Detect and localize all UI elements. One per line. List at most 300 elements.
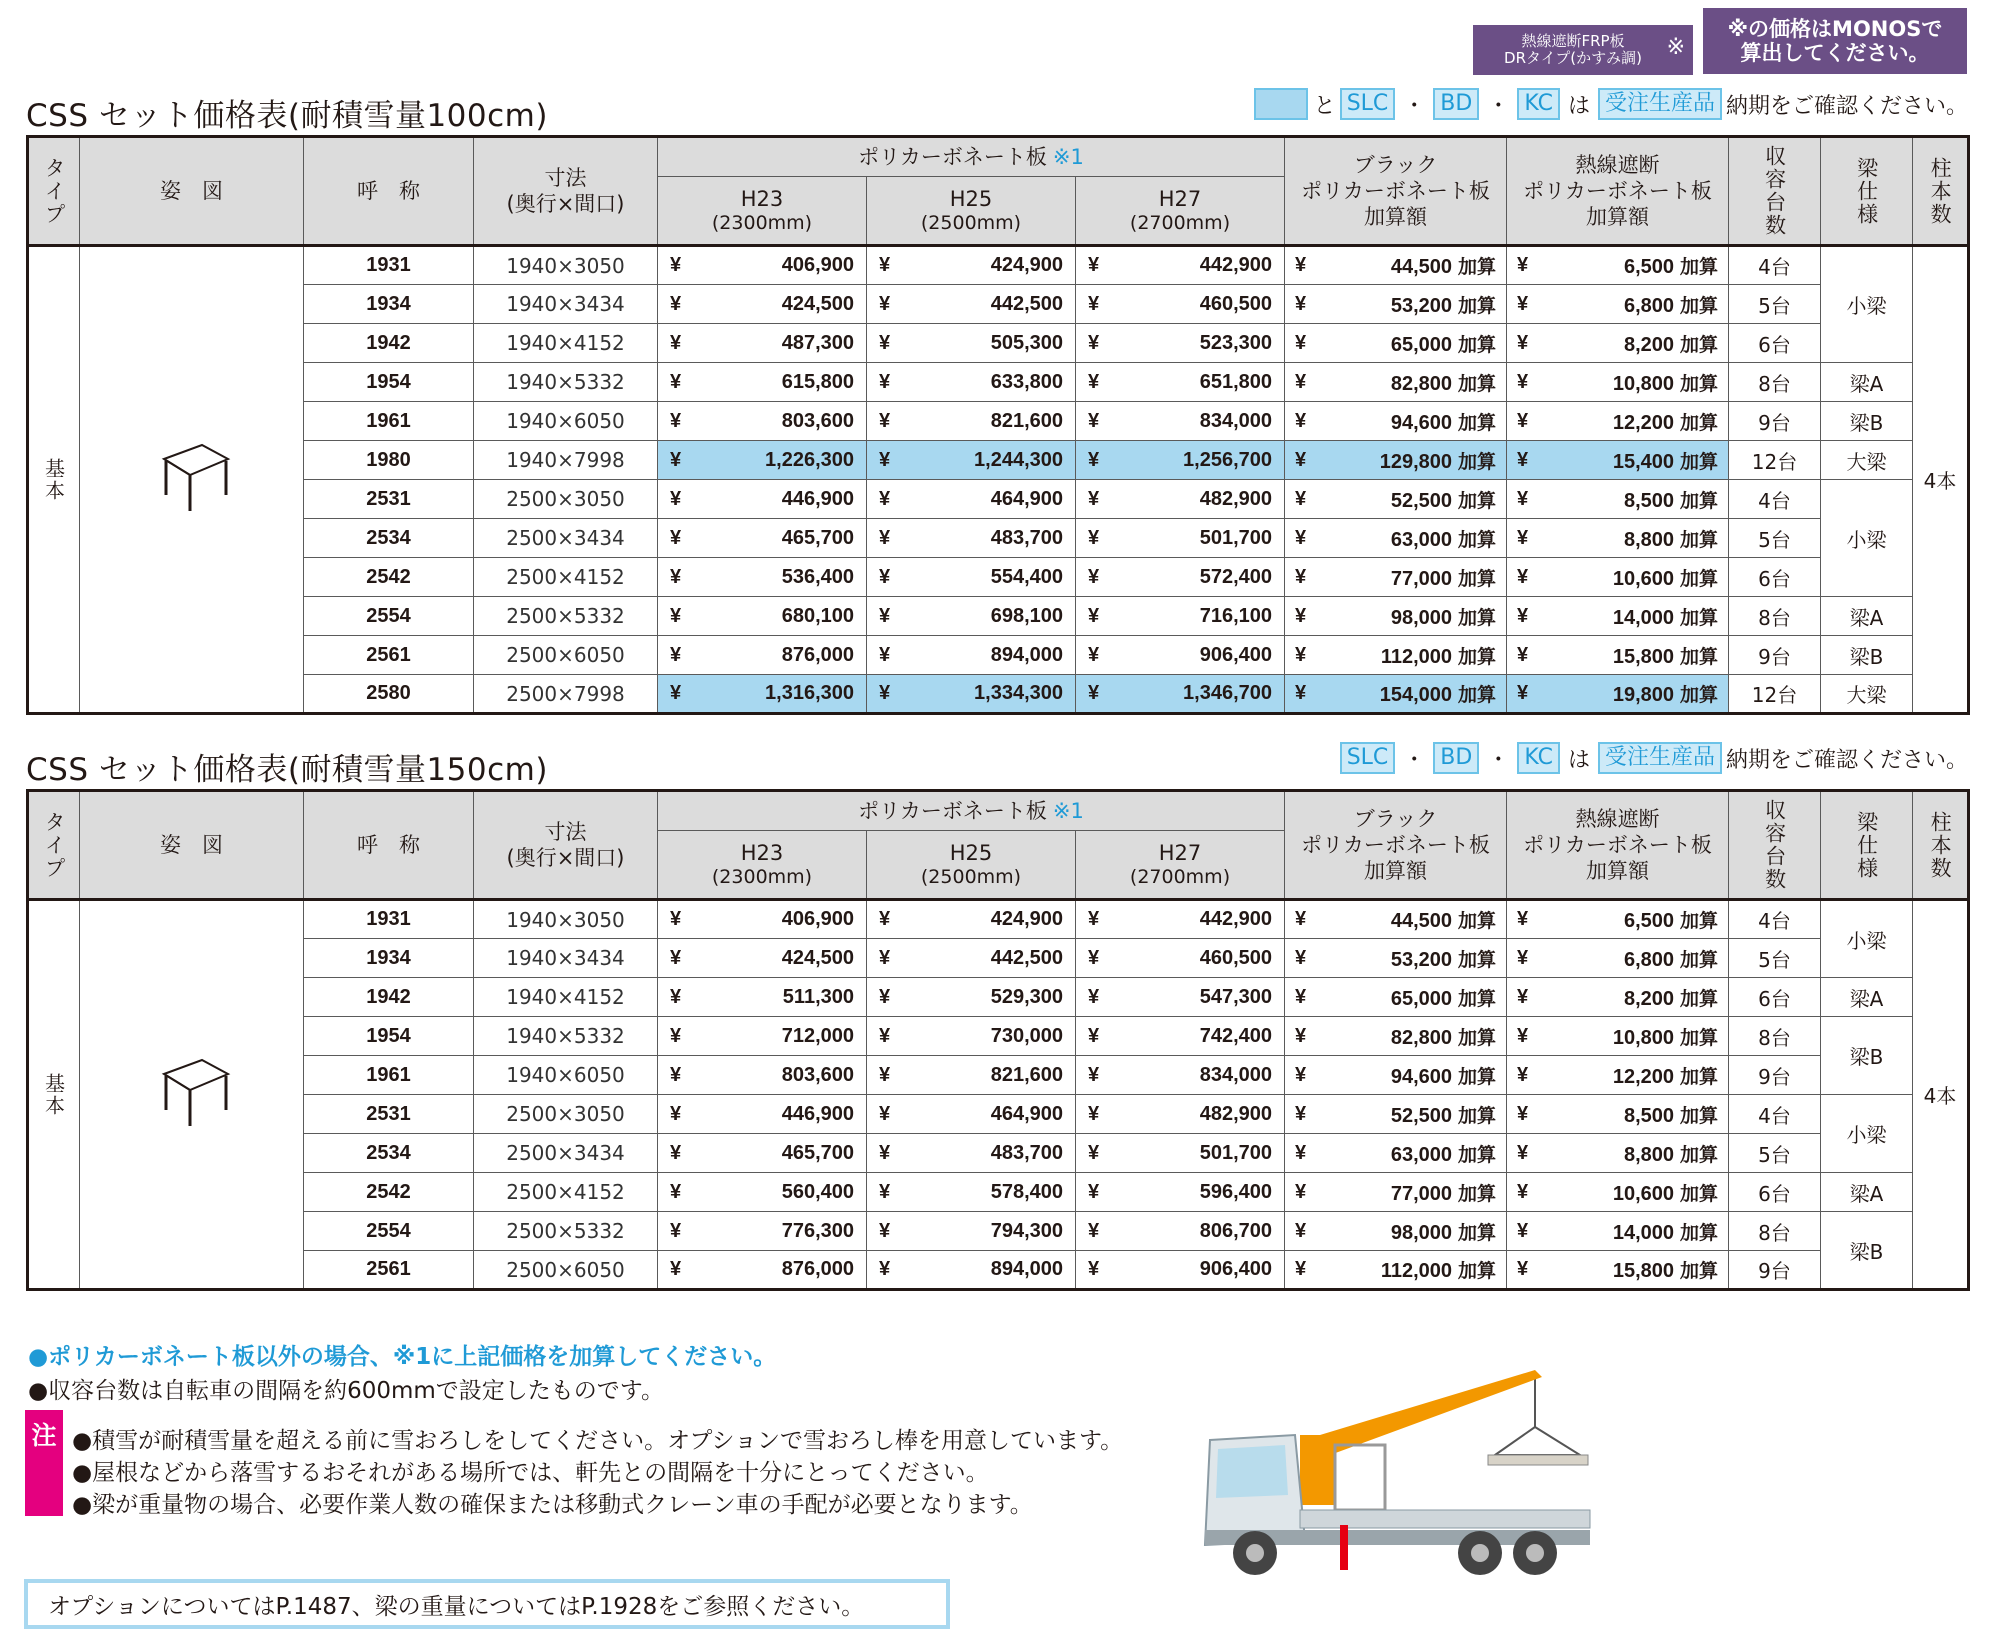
yen-sign: ¥ <box>1517 1102 1529 1125</box>
add-row <box>1517 252 1718 279</box>
yen-sign: ¥ <box>1088 1024 1100 1047</box>
price-cell <box>658 519 867 558</box>
header-heat-add <box>1507 137 1729 246</box>
add-label: 加算 <box>1680 911 1719 932</box>
yen-sign: ¥ <box>1295 292 1307 315</box>
yen-sign: ¥ <box>879 682 891 704</box>
posts-cell: 4本 <box>1913 246 1969 714</box>
yen-sign: ¥ <box>1088 370 1100 393</box>
add-value: 14,000 <box>1612 606 1675 629</box>
beam-cell: 小梁 <box>1821 1095 1913 1173</box>
add-cell <box>1285 246 1507 285</box>
add-row <box>1517 680 1718 707</box>
price-row <box>1088 449 1272 472</box>
legend-100cm: と SLC ・ BD ・ KC は 受注生産品 納期をご確認ください。 <box>1254 88 1968 120</box>
price-value: 1,226,300 <box>765 448 854 471</box>
header-capacity: 収容台数 <box>1729 791 1821 900</box>
add-label: 加算 <box>1458 373 1497 395</box>
monos-note: ※の価格はMONOSで 算出してください。 <box>1703 8 1967 74</box>
add-cell <box>1507 1251 1729 1290</box>
add-amount-wrap <box>1613 1023 1718 1050</box>
add-value: 82,800 <box>1390 372 1453 395</box>
add-cell <box>1285 1134 1507 1173</box>
add-row <box>1295 369 1496 396</box>
price-row <box>1088 1064 1272 1087</box>
add-cell <box>1507 324 1729 363</box>
add-row <box>1295 1179 1496 1206</box>
add-label: 加算 <box>1680 1105 1719 1127</box>
price-cell <box>1076 1251 1285 1290</box>
add-row <box>1295 408 1496 435</box>
capacity-cell: 9台 <box>1729 402 1821 441</box>
yen-sign: ¥ <box>670 1102 682 1125</box>
yen-sign: ¥ <box>1517 1180 1529 1203</box>
price-value: 483,700 <box>990 1141 1063 1164</box>
add-value: 12,200 <box>1612 1065 1675 1088</box>
capacity-cell: 8台 <box>1729 363 1821 402</box>
table-row <box>28 939 1969 978</box>
yen-sign: ¥ <box>1295 409 1307 432</box>
price-row <box>879 605 1063 628</box>
header-beam: 梁仕様 <box>1821 137 1913 246</box>
add-label: 加算 <box>1458 646 1497 668</box>
price-row <box>670 605 854 628</box>
add-label: 加算 <box>1680 1066 1719 1088</box>
price-value: 442,900 <box>1199 254 1273 276</box>
header-h23 <box>658 831 867 900</box>
capacity-cell: 4台 <box>1729 246 1821 285</box>
price-cell <box>658 1017 867 1056</box>
price-row <box>879 1064 1063 1087</box>
reference-box: オプションについてはP.1487、梁の重量についてはP.1928をご参照ください。 <box>24 1579 950 1629</box>
yen-sign: ¥ <box>879 643 891 666</box>
yen-sign: ¥ <box>1088 1102 1100 1125</box>
add-label: 加算 <box>1680 646 1719 668</box>
beam-cell: 大梁 <box>1821 441 1913 480</box>
yen-sign: ¥ <box>1088 985 1100 1008</box>
size-cell: 1940×3434 <box>474 939 658 978</box>
caution-snow: ●積雪が耐積雪量を超える前に雪おろしをしてください。オプションで雪おろし棒を用意しています。 <box>72 1428 1124 1454</box>
add-cell <box>1285 978 1507 1017</box>
yen-sign: ¥ <box>1517 643 1529 666</box>
table-row <box>28 1017 1969 1056</box>
yen-sign: ¥ <box>1517 1024 1529 1047</box>
yen-sign: ¥ <box>879 409 891 432</box>
capacity-cell: 9台 <box>1729 636 1821 675</box>
yen-sign: ¥ <box>1295 254 1307 276</box>
beam-cell: 大梁 <box>1821 675 1913 714</box>
add-label: 加算 <box>1680 1144 1719 1166</box>
price-cell <box>867 402 1076 441</box>
price-value: 529,300 <box>990 985 1063 1008</box>
add-row <box>1295 945 1496 972</box>
price-value: 483,700 <box>990 526 1063 549</box>
price-cell <box>658 402 867 441</box>
add-label: 加算 <box>1458 295 1497 317</box>
price-row <box>670 332 854 355</box>
beam-cell: 梁B <box>1821 1017 1913 1095</box>
price-value: 465,700 <box>781 1141 854 1164</box>
price-row <box>1088 527 1272 550</box>
add-row <box>1517 1218 1718 1245</box>
price-cell <box>1076 978 1285 1017</box>
price-cell <box>1076 285 1285 324</box>
add-amount-wrap <box>1391 564 1496 591</box>
price-row <box>1088 1142 1272 1165</box>
size-cell: 2500×3050 <box>474 480 658 519</box>
add-label: 加算 <box>1458 1222 1497 1244</box>
yen-sign: ¥ <box>670 526 682 549</box>
code-cell: 1980 <box>304 441 474 480</box>
table-row <box>28 402 1969 441</box>
header-h23 <box>658 177 867 246</box>
size-cell: 2500×4152 <box>474 558 658 597</box>
price-value: 464,900 <box>990 487 1063 510</box>
code-cell: 2580 <box>304 675 474 714</box>
add-amount-wrap <box>1380 447 1496 474</box>
price-value: 803,600 <box>781 1063 854 1086</box>
table-row <box>28 675 1969 714</box>
yen-sign: ¥ <box>1517 254 1529 276</box>
table-row <box>28 1212 1969 1251</box>
price-cell <box>658 480 867 519</box>
add-amount-wrap <box>1624 945 1718 972</box>
header-polycarbonate <box>658 791 1285 831</box>
price-cell <box>1076 1134 1285 1173</box>
add-row <box>1517 906 1718 933</box>
size-cell: 1940×3050 <box>474 900 658 939</box>
add-value: 12,200 <box>1612 411 1675 434</box>
add-label: 加算 <box>1680 1222 1719 1244</box>
add-cell <box>1285 939 1507 978</box>
table-row <box>28 519 1969 558</box>
price-row <box>670 1025 854 1048</box>
size-cell: 1940×3050 <box>474 246 658 285</box>
price-row <box>1088 644 1272 667</box>
add-cell <box>1285 1056 1507 1095</box>
price-row <box>1088 908 1272 931</box>
code-cell: 2534 <box>304 519 474 558</box>
table-row <box>28 324 1969 363</box>
add-label: 加算 <box>1458 257 1497 278</box>
price-row <box>1088 947 1272 970</box>
header-beam: 梁仕様 <box>1821 791 1913 900</box>
add-row <box>1295 603 1496 630</box>
code-cell: 2542 <box>304 558 474 597</box>
price-value: 464,900 <box>990 1102 1063 1125</box>
add-amount-wrap <box>1613 408 1718 435</box>
yen-sign: ¥ <box>1517 370 1529 393</box>
price-row <box>879 449 1063 472</box>
add-label: 加算 <box>1458 949 1497 971</box>
price-cell <box>867 558 1076 597</box>
yen-sign: ¥ <box>670 565 682 588</box>
price-row <box>670 947 854 970</box>
header-line: 加算額 <box>1364 859 1428 884</box>
add-amount-wrap <box>1613 1218 1718 1245</box>
price-value: 501,700 <box>1199 526 1273 549</box>
yen-sign: ¥ <box>879 487 891 510</box>
price-cell <box>1076 363 1285 402</box>
price-row <box>1088 293 1272 316</box>
price-value: 560,400 <box>781 1180 854 1203</box>
add-row <box>1517 525 1718 552</box>
yen-sign: ¥ <box>1517 1141 1529 1164</box>
add-label: 加算 <box>1458 451 1497 473</box>
code-cell: 1954 <box>304 1017 474 1056</box>
size-cell: 2500×3434 <box>474 1134 658 1173</box>
add-cell <box>1507 1017 1729 1056</box>
add-value: 154,000 <box>1379 684 1453 706</box>
header-dimension-l1: 寸法 <box>544 819 587 844</box>
price-value: 806,700 <box>1199 1219 1273 1242</box>
header-height-mm: (2300mm) <box>711 211 813 234</box>
add-cell <box>1507 939 1729 978</box>
table-header <box>28 791 1969 900</box>
add-value: 129,800 <box>1379 450 1453 473</box>
header-type: タイプ <box>28 791 80 900</box>
price-value: 821,600 <box>990 409 1063 432</box>
price-value: 906,400 <box>1199 1258 1273 1280</box>
price-row <box>879 682 1063 705</box>
price-cell <box>1076 441 1285 480</box>
add-cell <box>1507 1095 1729 1134</box>
note-capacity: ●収容台数は自転車の間隔を約600mmで設定したものです。 <box>28 1378 664 1404</box>
price-value: 651,800 <box>1199 370 1273 393</box>
size-cell: 1940×6050 <box>474 1056 658 1095</box>
add-label: 加算 <box>1680 1183 1719 1205</box>
table-row <box>28 1095 1969 1134</box>
price-row <box>1088 1025 1272 1048</box>
price-row <box>1088 1220 1272 1243</box>
beam-cell: 小梁 <box>1821 480 1913 597</box>
add-cell <box>1507 1173 1729 1212</box>
capacity-cell: 5台 <box>1729 285 1821 324</box>
add-label: 加算 <box>1458 412 1497 434</box>
price-cell <box>1076 480 1285 519</box>
yen-sign: ¥ <box>1088 643 1100 666</box>
add-label: 加算 <box>1680 412 1719 434</box>
capacity-cell: 5台 <box>1729 1134 1821 1173</box>
add-row <box>1517 369 1718 396</box>
table-row <box>28 636 1969 675</box>
tag-order: 受注生産品 <box>1598 742 1722 774</box>
price-cell <box>867 324 1076 363</box>
price-cell <box>867 675 1076 714</box>
price-cell <box>658 1173 867 1212</box>
add-cell <box>1285 1017 1507 1056</box>
header-polycarbonate <box>658 137 1285 177</box>
yen-sign: ¥ <box>670 1219 682 1242</box>
price-value: 572,400 <box>1199 565 1273 588</box>
yen-sign: ¥ <box>670 985 682 1008</box>
price-row <box>1088 1181 1272 1204</box>
yen-sign: ¥ <box>670 448 682 471</box>
header-line: ブラック <box>1353 152 1438 177</box>
add-row <box>1517 408 1718 435</box>
header-type: タイプ <box>28 137 80 246</box>
add-label: 加算 <box>1680 1261 1719 1282</box>
yen-sign: ¥ <box>670 370 682 393</box>
header-line: 加算額 <box>1586 205 1650 230</box>
yen-sign: ¥ <box>1517 292 1529 315</box>
add-amount-wrap <box>1391 408 1496 435</box>
add-cell <box>1285 1251 1507 1290</box>
table-row <box>28 246 1969 285</box>
table-row <box>28 285 1969 324</box>
add-cell <box>1507 285 1729 324</box>
price-cell <box>658 1056 867 1095</box>
table-row <box>28 480 1969 519</box>
header-line: 熱線遮断 <box>1575 806 1660 831</box>
add-value: 8,500 <box>1623 1104 1675 1127</box>
yen-sign: ¥ <box>670 604 682 627</box>
yen-sign: ¥ <box>670 331 682 354</box>
beam-cell: 梁A <box>1821 597 1913 636</box>
yen-sign: ¥ <box>1088 1141 1100 1164</box>
add-cell <box>1507 363 1729 402</box>
header-name: 呼 称 <box>304 791 474 900</box>
price-value: 482,900 <box>1199 1102 1273 1125</box>
price-value: 505,300 <box>990 331 1063 354</box>
table-row <box>28 558 1969 597</box>
add-cell <box>1285 285 1507 324</box>
add-amount-wrap <box>1381 642 1496 669</box>
add-value: 63,000 <box>1390 1143 1453 1166</box>
yen-sign: ¥ <box>1088 908 1100 930</box>
price-value: 424,900 <box>990 254 1063 276</box>
header-height-mm: (2500mm) <box>920 865 1022 888</box>
add-row <box>1295 1023 1496 1050</box>
table-row <box>28 363 1969 402</box>
add-cell <box>1285 675 1507 714</box>
price-cell <box>658 978 867 1017</box>
add-cell <box>1285 402 1507 441</box>
price-row <box>879 947 1063 970</box>
yen-sign: ¥ <box>879 985 891 1008</box>
price-value: 834,000 <box>1199 409 1273 432</box>
caution-crane: ●梁が重量物の場合、必要作業人数の確保または移動式クレーン車の手配が必要となります。 <box>72 1492 1033 1518</box>
note-mark: ※ <box>1666 35 1685 60</box>
header-dimension-l2: (奥行×間口) <box>506 192 625 216</box>
add-amount-wrap <box>1391 1101 1496 1128</box>
type-cell: 基本 <box>28 900 80 1290</box>
add-cell <box>1285 1095 1507 1134</box>
add-label: 加算 <box>1458 1261 1497 1282</box>
price-value: 511,300 <box>782 985 854 1008</box>
add-row <box>1295 906 1496 933</box>
yen-sign: ¥ <box>1088 254 1100 276</box>
header-height: H23 <box>740 840 784 865</box>
price-value: 894,000 <box>990 643 1063 666</box>
capacity-cell: 5台 <box>1729 939 1821 978</box>
add-row <box>1295 1256 1496 1283</box>
price-cell <box>1076 636 1285 675</box>
yen-sign: ¥ <box>670 643 682 666</box>
capacity-cell: 9台 <box>1729 1251 1821 1290</box>
price-row <box>670 644 854 667</box>
yen-sign: ¥ <box>1295 1024 1307 1047</box>
yen-sign: ¥ <box>1088 448 1100 471</box>
price-row <box>879 371 1063 394</box>
add-amount-wrap <box>1613 603 1718 630</box>
price-table-100cm <box>26 135 1970 715</box>
price-row <box>879 1181 1063 1204</box>
add-value: 52,500 <box>1390 1104 1453 1127</box>
add-value: 82,800 <box>1390 1026 1453 1049</box>
add-row <box>1295 1062 1496 1089</box>
price-value: 876,000 <box>781 1258 854 1280</box>
size-cell: 2500×6050 <box>474 1251 658 1290</box>
price-row <box>1088 254 1272 277</box>
add-cell <box>1507 480 1729 519</box>
code-cell: 1961 <box>304 402 474 441</box>
price-row <box>879 1142 1063 1165</box>
add-label: 加算 <box>1680 257 1719 278</box>
header-polycarbonate-label: ポリカーボネート板 <box>858 798 1047 823</box>
capacity-cell: 8台 <box>1729 1017 1821 1056</box>
add-amount-wrap <box>1624 1101 1718 1128</box>
price-value: 1,244,300 <box>974 448 1063 471</box>
add-row <box>1295 252 1496 279</box>
yen-sign: ¥ <box>879 292 891 315</box>
price-value: 406,900 <box>781 254 854 276</box>
tag-order: 受注生産品 <box>1598 88 1722 120</box>
header-figure: 姿 図 <box>80 137 304 246</box>
price-cell <box>1076 675 1285 714</box>
yen-sign: ¥ <box>1295 1063 1307 1086</box>
yen-sign: ¥ <box>670 908 682 930</box>
table-row <box>28 900 1969 939</box>
caution-fall: ●屋根などから落雪するおそれがある場所では、軒先との間隔を十分にとってください。 <box>72 1460 989 1486</box>
yen-sign: ¥ <box>1517 946 1529 969</box>
yen-sign: ¥ <box>1088 526 1100 549</box>
code-cell: 1931 <box>304 246 474 285</box>
add-amount-wrap <box>1381 1256 1496 1283</box>
yen-sign: ¥ <box>1088 487 1100 510</box>
price-cell <box>658 900 867 939</box>
add-cell <box>1507 558 1729 597</box>
price-cell <box>658 597 867 636</box>
price-row <box>879 332 1063 355</box>
header-dimension <box>474 791 658 900</box>
legend-150cm: SLC ・ BD ・ KC は 受注生産品 納期をご確認ください。 <box>1336 742 1968 774</box>
add-label: 加算 <box>1458 1066 1497 1088</box>
capacity-cell: 6台 <box>1729 324 1821 363</box>
code-cell: 1934 <box>304 939 474 978</box>
add-label: 加算 <box>1680 685 1719 706</box>
yen-sign: ¥ <box>1517 526 1529 549</box>
price-cell <box>658 246 867 285</box>
price-row <box>1088 1103 1272 1126</box>
table-row <box>28 1134 1969 1173</box>
add-cell <box>1285 1212 1507 1251</box>
yen-sign: ¥ <box>1295 1102 1307 1125</box>
add-value: 112,000 <box>1380 645 1453 668</box>
add-label: 加算 <box>1458 988 1497 1010</box>
price-cell <box>1076 1095 1285 1134</box>
yen-sign: ¥ <box>1295 1141 1307 1164</box>
yen-sign: ¥ <box>670 946 682 969</box>
yen-sign: ¥ <box>879 526 891 549</box>
capacity-cell: 9台 <box>1729 1056 1821 1095</box>
price-value: 596,400 <box>1199 1180 1273 1203</box>
price-cell <box>1076 1173 1285 1212</box>
add-value: 6,800 <box>1623 948 1675 971</box>
add-row <box>1517 945 1718 972</box>
price-cell <box>658 1212 867 1251</box>
add-label: 加算 <box>1680 529 1719 551</box>
